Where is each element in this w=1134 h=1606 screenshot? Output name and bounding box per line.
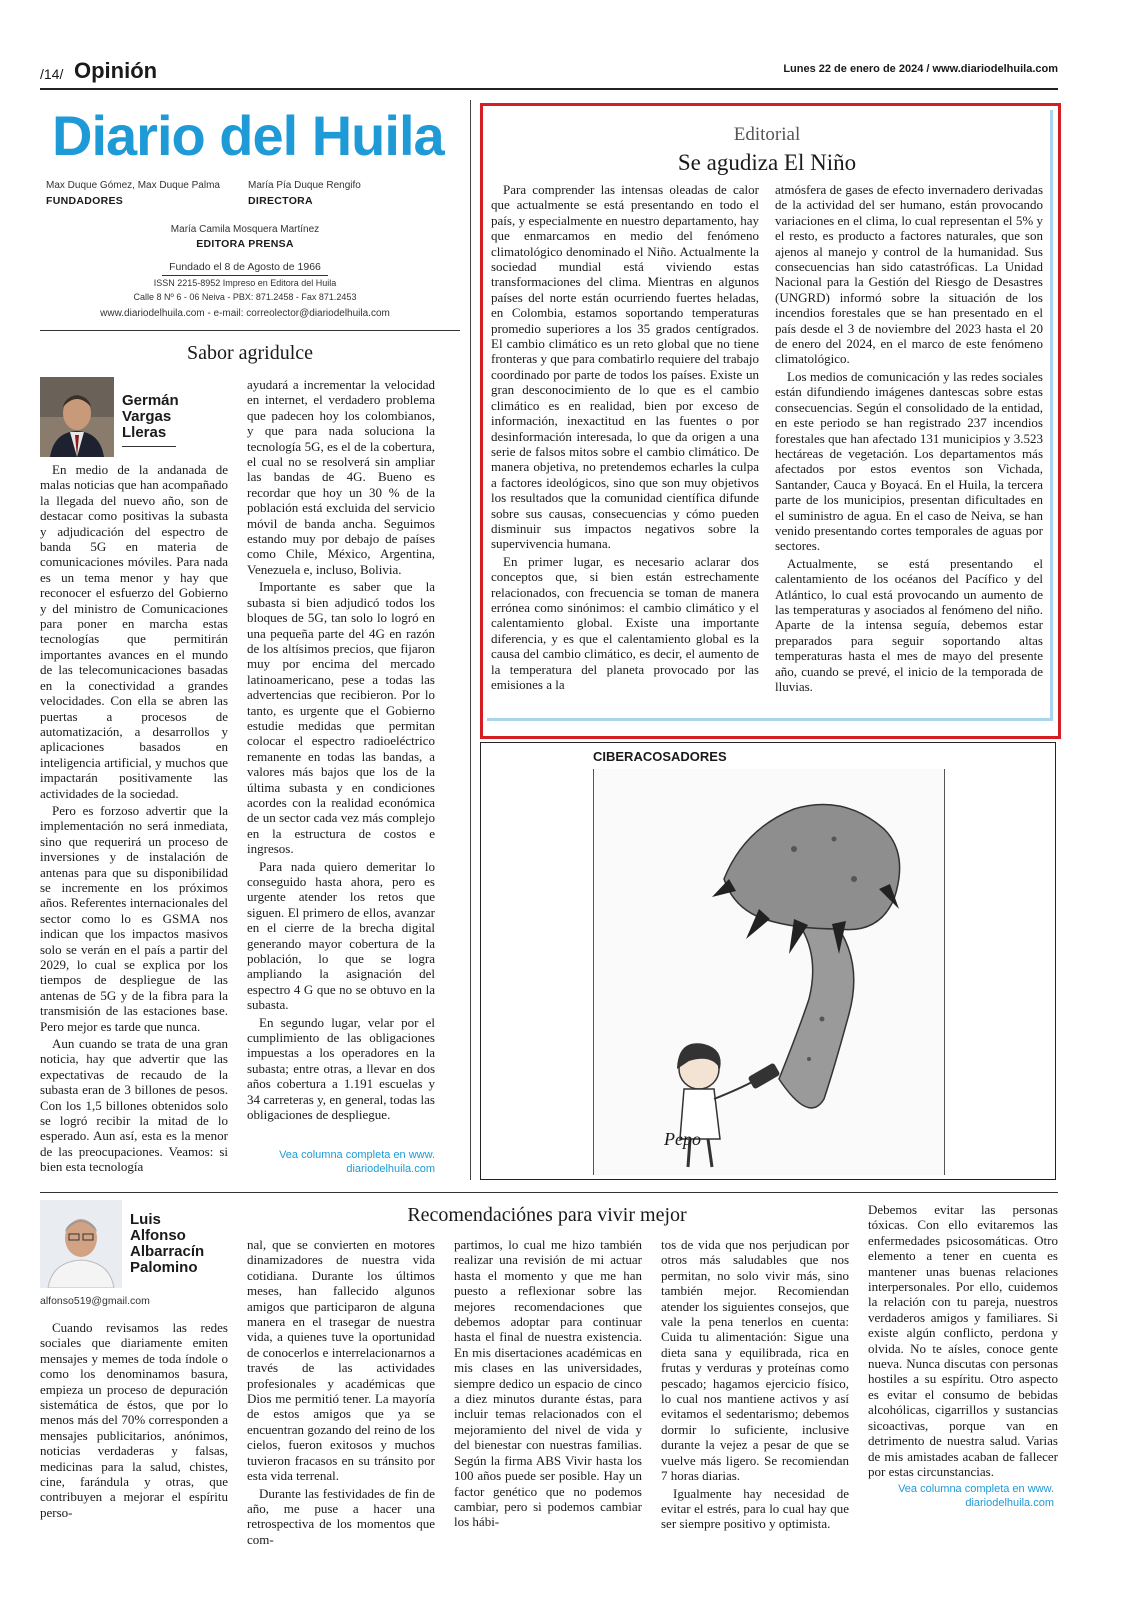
paragraph: tos de vida que nos perjudican por otros más saludables que nos permitan, no solo vivir más, sino también mejor. Recomiendan atender los siguientes consejos, que vale la pena tenerlos en cuenta: Cuida tu alimentación: Sigue una dieta sana y equilibrada, rica en frutas y verduras y proteínas como pescado; hagamos ejercicio físico, lo cual nos mantiene activos y así evitamos el sedentarismo; debemos dormir lo suficiente, inclusive durante la vejez a pesar de que se vuelve más ligero. Se recomiendan 7 horas diarias. [661, 1237, 849, 1484]
portrait-icon [40, 377, 114, 457]
author-name-line: Luis [130, 1211, 161, 1228]
column-separator [470, 100, 471, 1180]
paragraph: Para nada quiero demeritar lo conseguido hasta ahora, pero es urgente atender los retos que siguen. El primero de ellos, avanzar en el cierre de la brecha digital generando mayor cobertura de la población, lo que se logra ampliando la asignación del espectro 4 G que no se obtuvo en la subasta. [247, 858, 435, 1013]
header-rule [40, 88, 1058, 90]
editor-label: EDITORA PRENSA [196, 238, 294, 250]
paragraph: En primer lugar, es necesario aclarar dos conceptos que, si bien están estrechamente relacionados, con frecuencia se toman de manera errónea como sinónimos: el cambio climático y el calentamiento global. Existe una importante diferencia, y es que el calentamiento global es la causa del cambio climático, es decir, el aumento de la temperatura del planeta provocado por las emisiones a la [491, 553, 759, 692]
section-title: Opinión [74, 58, 158, 83]
address: Calle 8 Nº 6 - 06 Neiva - PBX: 871.2458 - Fax 871.2453 [133, 292, 357, 302]
sabor-col2 [247, 377, 435, 1125]
author-last-name: Lleras [122, 424, 167, 441]
editorial-inner [487, 110, 1053, 721]
author-photo-albarracin [40, 1200, 122, 1288]
cartoon-frame [480, 742, 1056, 1180]
author-first-name: Germán [122, 392, 179, 409]
paragraph: En segundo lugar, velar por el cumplimiento de las obligaciones impuestas a los operadores en la subasta; entre otras, a llevar en dos años cobertura a 1.191 escuelas y 34 carreteras y, en general, todas las obligaciones de despliegue. [247, 1014, 435, 1123]
rec-col1 [40, 1320, 228, 1522]
page-header [40, 58, 1058, 86]
cartoon-panel [593, 769, 945, 1175]
rec-col2 [247, 1237, 435, 1549]
more-link-line2[interactable]: diariodelhuila.com [346, 1163, 435, 1175]
founders-label: FUNDADORES [46, 195, 124, 207]
director-label: DIRECTORA [248, 195, 313, 207]
paragraph: atmósfera de gases de efecto invernadero derivadas de la actividad del ser humano, están provocando variaciones en el clima, lo cual representan el 5% y el resto, es producto a factores naturales, que son ajenos al manejo y control de la humanidad. Sus consecuencias han sido catastróficas. La Unidad Nacional para la Gestión del Riesgo de Desastres (UNGRD) informó sobre la situación de los incendios forestales que se han presentado en el país desde el 3 de noviembre del 2023 hasta el 20 de enero del 2024, en el marco de este fenómeno climatológico. [775, 182, 1043, 367]
paragraph: Actualmente, se está presentando el calentamiento de los océanos del Pacífico y del Atlántico, lo cual está provocando un aumento de las temperaturas y asociados al fenómeno del niño. Aparte de la intensa seguía, debemos estar preparados para seguir soportando altas temperaturas hasta el mes de mayo del presente año, cuando se prevé, el inicio de la temporada de lluvias. [775, 555, 1043, 694]
author-albarracin [130, 1212, 204, 1276]
portrait-icon [40, 1200, 122, 1288]
author-rule [122, 446, 176, 447]
author-vargas [122, 393, 179, 441]
paragraph: Igualmente hay necesidad de evitar el estrés, para lo cual hay que ser siempre positivo y optimista. [661, 1485, 849, 1532]
more-link-line2[interactable]: diariodelhuila.com [965, 1497, 1054, 1509]
paragraph: En medio de la andanada de malas noticias que han acompañado la llegada del nuevo año, son de destacar como positivas la subasta y adjudicación del espectro de banda 5G en materia de comunicaciones móviles. Para nada es un tema menor y hay que reconocer el esfuerzo del Gobierno y del ministro de Comunicaciones para poner en marcha estas tecnologías que permitirán importantes avances en el mundo de las telecomunicaciones basadas en la conectividad a grandes velocidades. Con ella se abren las puertas a procesos de automatización, a desarrollos y aplicaciones basados en inteligencia artificial, y muchos que impactarán positivamente las actividades de la sociedad. [40, 462, 228, 801]
cartoon-signature: Pepo [664, 1129, 701, 1149]
page-number: /14/ [40, 66, 64, 82]
sabor-more-link[interactable] [247, 1148, 435, 1176]
sabor-title: Sabor agridulce [186, 342, 314, 364]
more-link-line1[interactable]: Vea columna completa en www. [279, 1149, 435, 1161]
paragraph: Durante las festividades de fin de año, me puse a hacer una retrospectiva de los momentos que com- [247, 1485, 435, 1547]
cartoon-illustration-icon [594, 769, 944, 1175]
rec-col4 [661, 1237, 849, 1534]
paragraph: Para comprender las intensas oleadas de calor que actualmente se está presentando en todo el país, y especialmente en nuestro departamento, hay que enmarcamos en medio del fenómeno climatológico denominado el Niño. Actualmente la sociedad mundial está viviendo estas transformaciones del clima. Mientras en algunos países del norte están ocurriendo fuertes heladas, en Colombia, estamos soportando temperaturas promedio superiores a los 35 grados centígrados. El cambio climático es un reto global que no tiene fronteras y que para combatirlo requiere del trabajo coordinado por parte de todos los países. Existe un gran desconocimiento de lo que es el cambio climático es en realidad, bien por exceso de información, inexactitud en las fuentes o por desinformación interesada, lo que da origen a una serie de falsos mitos sobre el cambio climático. De manera objetiva, no pretendemos echarles la culpa a factores ideológicos, sino que son muy objetivos los resultados que la comunidad científica difunde sobre sus causas, consecuencias y cómo pueden disminuir sus impactos negativos sobre la supervivencia humana. [491, 182, 759, 552]
director-name: María Pía Duque Rengifo [248, 180, 361, 191]
paragraph: Los medios de comunicación y las redes sociales están difundiendo imágenes dantescas sobre estas consecuencias. Según el consolidado de la entidad, en este periodo se han registrado 237 incendios forestales que han afectado 131 municipios y 3.523 hectáreas de vegetación. Los departamentos más afectados por estos eventos son Vichada, Santander, Cauca y Boyacá. En el Huila, la tercera parte de los municipios, presentan dificultades en el suministro de agua. En el caso de Neiva, se han venido presentando cortes temporales de aguas por sectores. [775, 368, 1043, 554]
sabor-col1 [40, 462, 228, 1177]
paragraph: ayudará a incrementar la velocidad en internet, el verdadero problema que padecen hoy los colombianos, y que para nada soluciona la tecnología 5G, es el de la cobertura, el cual no se resolverá sin ampliar las bandas de 4G. Bueno es recordar que hoy un 30 % de la población está excluida del servicio móvil de banda ancha. Seguimos estando muy por debajo de países como Chile, México, Argentina, Venezuela e, incluso, Bolivia. [247, 377, 435, 577]
contact: www.diariodelhuila.com - e-mail: correolector@diariodelhuila.com [100, 308, 390, 319]
paragraph: Pero es forzoso advertir que la implementación no será inmediata, sino que requerirá un proceso de inversiones y de instalación de antenas para que su disponibilidad se incremente en los próximos años. Referentes internacionales del sector como lo es GSMA nos indican que los impactos masivos solo se verán en el país a partir del 2029, lo cual se explica por los tiempos de despliegue de las antenas de 5G y de la fibra para la transmisión de las estaciones base. Pero mejor es tarde que nunca. [40, 802, 228, 1034]
founded-rule [162, 275, 328, 276]
rec-col3 [454, 1237, 642, 1532]
newspaper-logo: Diario del Huila [52, 104, 444, 167]
editor-name: María Camila Mosquera Martínez [170, 224, 320, 235]
editorial-col2 [775, 182, 1043, 696]
founded-date: Fundado el 8 de Agosto de 1966 [169, 261, 321, 273]
author-name-line: Albarracín [130, 1243, 205, 1260]
author-photo-vargas [40, 377, 114, 457]
paragraph: partimos, lo cual me hizo también realizar una revisión de mi actuar hasta el momento y que me han puesto a reflexionar sobre las mejores recomendaciones que debemos adoptar para continuar hasta el final de nuestra existencia. En mis disertaciones académicas en mis clases en las universidades, siempre dedico un espacio de cinco a diez minutos durante éstas, para incluir temas relacionados con el mejoramiento del nivel de vida y del bienestar con nuestras familias. Según la firma ABS Vivir hasta los 100 años puede ser posible. Hay un factor genético que no podemos cambiar, pero si podemos cambiar los hábi- [454, 1237, 642, 1530]
rec-col5 [868, 1202, 1058, 1481]
author-email[interactable]: alfonso519@gmail.com [40, 1295, 150, 1307]
editorial-label: Editorial [733, 124, 801, 145]
editorial-col1 [491, 182, 759, 694]
masthead-rule [40, 330, 460, 331]
rec-more-link[interactable] [868, 1482, 1054, 1510]
founders-names: Max Duque Gómez, Max Duque Palma [46, 180, 220, 191]
recomendaciones-title: Recomendaciónes para vivir mejor [407, 1204, 687, 1226]
cartoon-title: CIBERACOSADORES [593, 749, 727, 764]
editorial-box [480, 103, 1061, 739]
masthead [40, 95, 460, 330]
paragraph: Cuando revisamos las redes sociales que diariamente emiten mensajes y memes de toda índole o como los denominamos basura, empieza un proceso de depuración sistemática de éstos, que por lo menos más del 70% corresponden a mensajes publicitarios, anónimos, noticias verdaderas y falsas, medicinas para la salud, chistes, cine, farándula y otras, que contribuyen a mejorar el espíritu perso- [40, 1320, 228, 1520]
paragraph: Debemos evitar las personas tóxicas. Con ello evitaremos las enfermedades psicosomáticas. Otro elemento a tener en cuenta es mantener unas buenas relaciones interpersonales. Por ello, cuidemos la relación con tu pareja, nuestros verdaderos amigos y familiares. Si existe algún conflicto, perdona y olvida. No te aísles, conoce gente nueva. Nunca discutas con personas hostiles a su espíritu. Otro aspecto es evitar el consumo de bebidas alcohólicas, cigarrillos y sustancias sicoactivas, porque van en detrimento de nuestra salud. Varias de mis amistades acaban de fallecer por estas circunstancias. [868, 1202, 1058, 1479]
more-link-line1[interactable]: Vea columna completa en www. [898, 1483, 1054, 1495]
date-site: Lunes 22 de enero de 2024 / www.diariodelhuila.com [783, 63, 1058, 75]
paragraph: nal, que se convierten en motores dinamizadores de nuestra vida cotidiana. Durante los últimos meses, han fallecido algunos amigos que participaron de alguna manera en el trasegar de nuestra vida, a quienes tuve la oportunidad de conocerlos e interrelacionarnos a través de las actividades profesionales y académicas que Dios me permitió tener. La mayoría de estos amigos que ya se encuentran gozando del reino de los cielos, fueron exitosos y muchos tuvieron fracasos en su tránsito por esta vida terrenal. [247, 1237, 435, 1484]
paragraph: Importante es saber que la subasta si bien adjudicó todos los bloques de 5G, tan solo lo logró en una pequeña parte del 4G en razón de los altísimos precios, que fijaron muy por encima del mercado latinoamericano, pese a todas las advertencias que recibieron. Por lo tanto, es urgente que el Gobierno estudie medidas que permitan colocar el espectro radioeléctrico remanente en todas las bandas, a valores más bajos que los de la última subasta y en condiciones acordes con la realidad económica de un sector cada vez más complejo en la estructura de costos e ingresos. [247, 579, 435, 857]
paragraph: Aun cuando se trata de una gran noticia, hay que advertir que las expectativas de recaudo de la subasta eran de 3 billones de pesos. Con los 1,5 billones obtenidos solo se logró recibir la mitad de lo esperado. Aun así, esta es la menor de las preocupaciones. Veamos: si bien esta tecnología [40, 1036, 228, 1175]
author-name-line: Alfonso [130, 1227, 186, 1244]
author-name-line: Palomino [130, 1259, 198, 1276]
editorial-title: Se agudiza El Niño [677, 150, 857, 175]
author-middle-name: Vargas [122, 408, 172, 425]
issn: ISSN 2215-8952 Impreso en Editora del Huila [153, 278, 337, 288]
bottom-section-rule [40, 1192, 1058, 1193]
